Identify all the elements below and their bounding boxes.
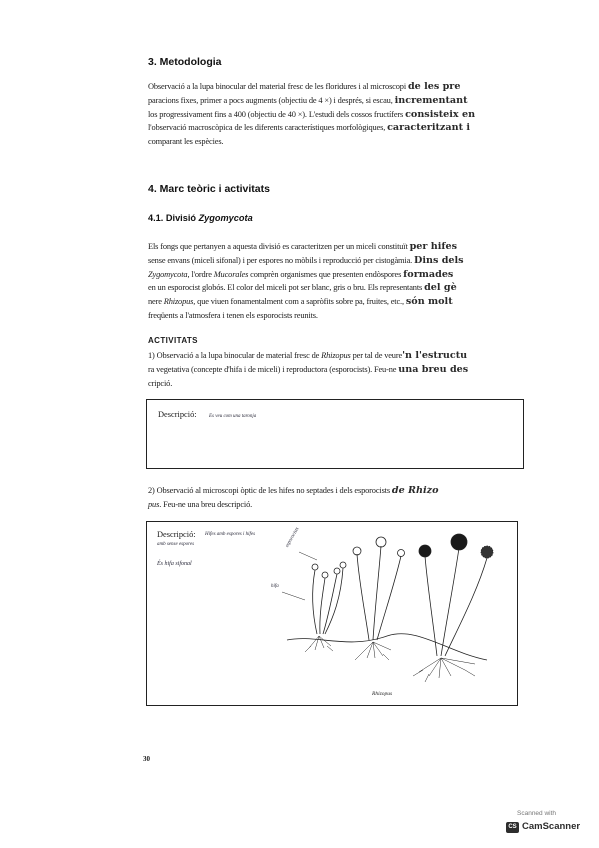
rhizopus-illustration: [147, 522, 517, 705]
annotation-esporocists: esporocists: [285, 526, 301, 549]
section-4-1-paragraph: Els fongs que pertanyen a aquesta divisió es caracteritzen per un miceli constituït per hifes sense envans (miceli sifonal) i per espores no mòbils i reproducció per cistogàmia. Dins dels Zygomycota, l'ordre Mucorales comprèn organismes que presenten endòspores formades en un esporocist globós. El color del miceli pot ser blanc, gris o bru. Els representants del gè nere Rhizopus, que viuen fonamentalment com a sapròfits sobre pa, fruites, etc., són molt freqüents a l'atmosfera i tenen els esporocists reunits.: [148, 241, 464, 320]
handwritten-answer-2-line1: Hifes amb espores i hifes: [205, 532, 256, 537]
section-3-heading: 3. Metodologia: [148, 56, 222, 68]
camscanner-brand: CamScanner: [522, 821, 581, 832]
camscanner-watermark: [503, 808, 589, 840]
activity-2-text: 2) Observació al microscopi òptic de les hifes no septades i dels esporocists de Rhizo pus. Feu-ne una breu descripció.: [148, 485, 439, 509]
handwritten-answer-1: Es veu com una taronja: [209, 414, 257, 419]
page-number: 30: [143, 755, 150, 763]
description-box-2[interactable]: [146, 521, 518, 706]
description-box-1[interactable]: [146, 399, 524, 469]
figure-caption: Rhizopus: [372, 691, 393, 697]
description-label-1: Descripció:: [158, 410, 197, 419]
scanned-with-text: Scanned with: [517, 810, 557, 817]
description-label-2: Descripció:: [157, 530, 196, 539]
camscanner-logo-icon: CS: [506, 822, 519, 833]
section-3-paragraph: Observació a la lupa binocular del material fresc de les floridures i al microscopi de les pre paracions fixes, primer a pocs augments (objectiu de 4 ×) i després, si escau, incrementant los progressivament fins a 400 (objectiu de 40 ×). L'estudi dels cossos fructífers consisteix en l'observació macroscòpica de les diferents característiques morfològiques, caracteritzant i comparant les espècies.: [148, 81, 476, 147]
section-4-1-heading: 4.1. Divisió Zygomycota: [148, 213, 253, 223]
section-4-heading: 4. Marc teòric i activitats: [148, 183, 270, 195]
annotation-hifa: hifa: [271, 584, 279, 589]
activitats-title: ACTIVITATS: [148, 336, 198, 345]
handwritten-answer-2-line3: És hifa sifonal: [157, 561, 192, 567]
handwritten-answer-2-line2: amb sense espores: [157, 542, 195, 547]
activity-1-text: 1) Observació a la lupa binocular de material fresc de Rhizopus per tal de veure'n l'estructu ra vegetativa (concepte d'hifa i de miceli) i reproductora (esporocists). Feu-ne una breu des cripció.: [148, 350, 469, 388]
